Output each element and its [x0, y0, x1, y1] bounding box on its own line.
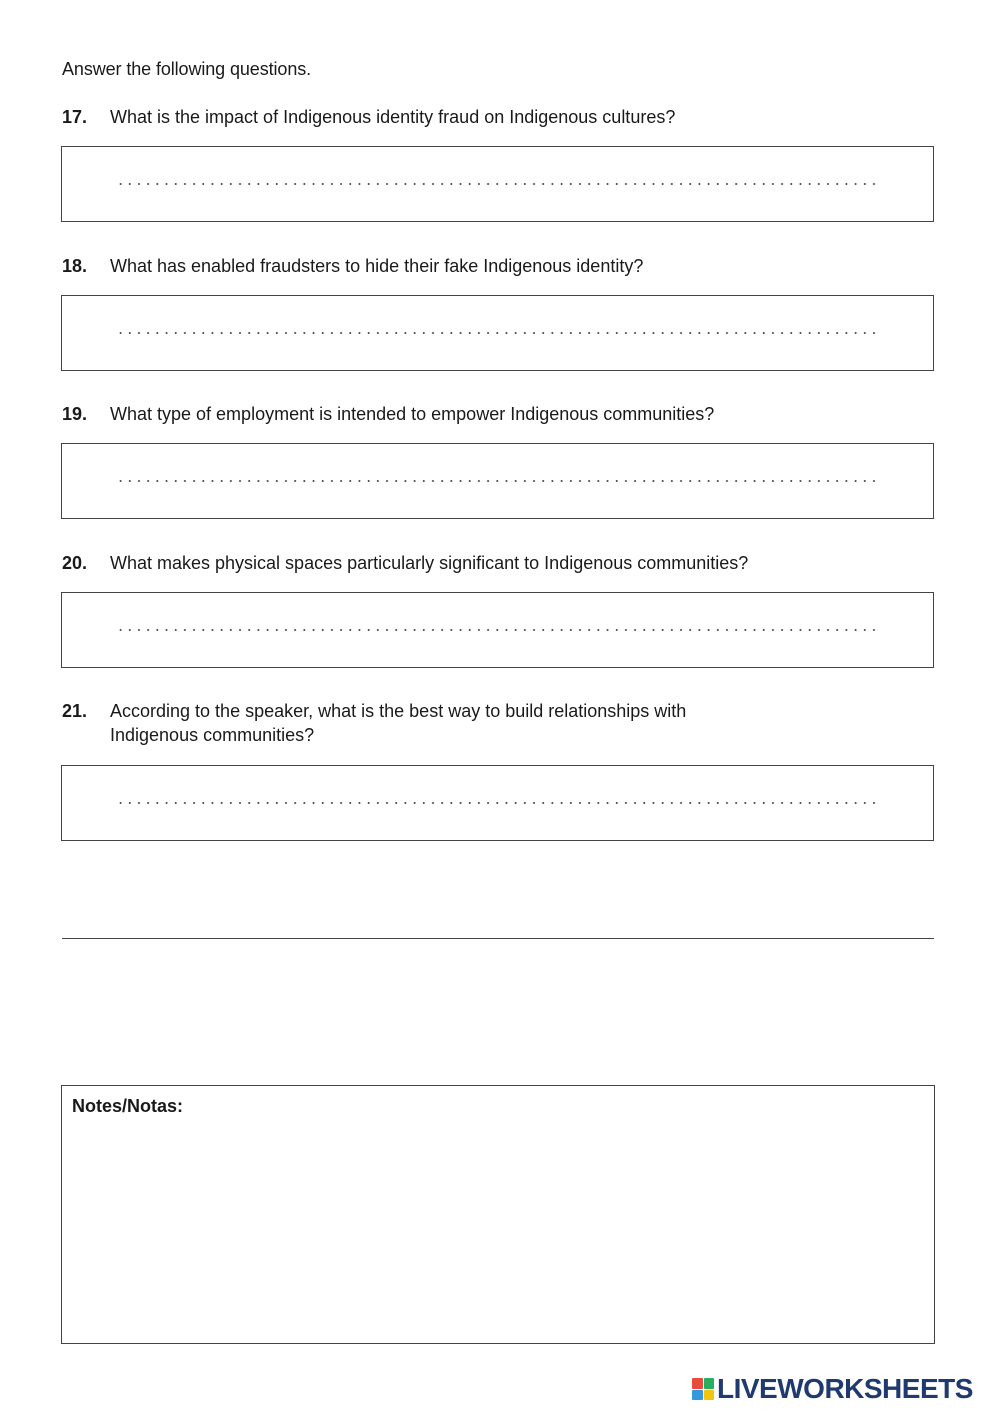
question-number: 18.: [62, 256, 88, 276]
question-number: 19.: [62, 404, 88, 424]
notes-label: Notes/Notas:: [72, 1096, 184, 1116]
divider-line: [62, 938, 934, 939]
instruction-text: Answer the following questions.: [62, 59, 312, 79]
answer-box-17[interactable]: [61, 146, 934, 222]
question-text: What type of employment is intended to empower Indigenous communities?: [110, 404, 715, 424]
question-text: What makes physical spaces particularly significant to Indigenous communities?: [110, 553, 749, 573]
liveworksheets-logo-icon: [692, 1378, 714, 1400]
dotted-answer-line: [116, 183, 881, 185]
answer-box-20[interactable]: [61, 592, 934, 668]
dotted-answer-line: [116, 629, 881, 631]
question-number: 21.: [62, 701, 88, 721]
question-number: 20.: [62, 553, 88, 573]
answer-box-18[interactable]: [61, 295, 934, 371]
question-number: 17.: [62, 107, 88, 127]
dotted-answer-line: [116, 480, 881, 482]
logo-text: LIVEWORKSHEETS: [717, 1373, 973, 1404]
question-text: According to the speaker, what is the best way to build relationships with Indigenous communities?: [110, 701, 687, 745]
notes-box[interactable]: [61, 1085, 935, 1344]
question-text: What has enabled fraudsters to hide their fake Indigenous identity?: [110, 256, 644, 276]
dotted-answer-line: [116, 802, 881, 804]
answer-box-19[interactable]: [61, 443, 934, 519]
dotted-answer-line: [116, 332, 881, 334]
question-text: What is the impact of Indigenous identity fraud on Indigenous cultures?: [110, 107, 676, 127]
liveworksheets-logo: [692, 1374, 973, 1404]
answer-box-21[interactable]: [61, 765, 934, 841]
